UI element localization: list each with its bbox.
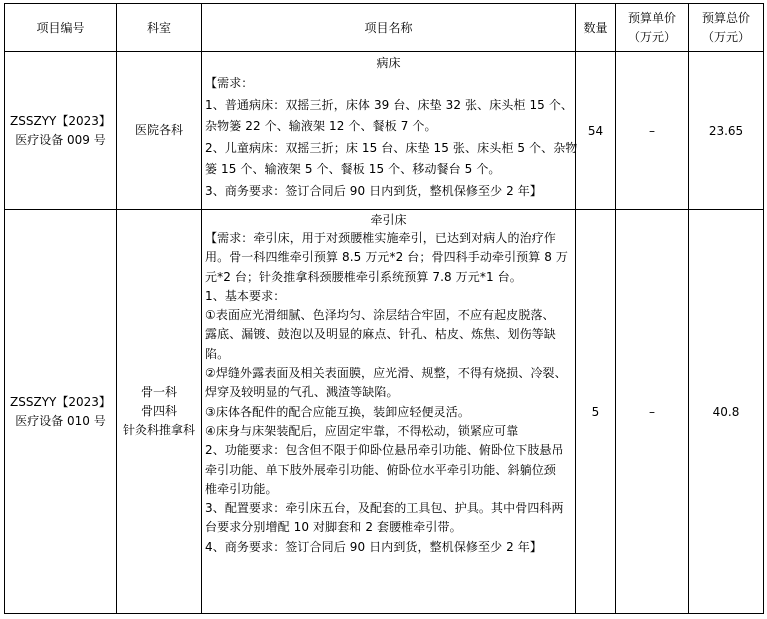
project-description-cell [202,210,576,614]
description-line: 篓 15 个、输液架 5 个、餐板 15 个、移动餐台 5 个。 [205,162,501,176]
dept-cell [117,52,202,210]
dept-line: 医院各科 [134,123,183,137]
description-line: 3、配置要求：牵引床五台，及配套的工具包、护具。其中骨四科两 [205,501,564,516]
description-line: ④床身与床架装配后，应固定牢靠，不得松动，锁紧应可靠 [205,423,519,438]
description-line: 焊穿及较明显的气孔、溅渣等缺陷。 [205,385,399,400]
header-total-price-line2: （万元） [701,29,750,44]
description-line: 2、儿童病床：双摇三折；床 15 台、床垫 15 张、床头柜 5 个、杂物 [205,140,578,155]
header-total-price [689,4,764,52]
description-line: 台要求分别增配 10 对脚套和 2 套腰椎牵引带。 [205,520,462,535]
header-total-price-line1: 预算总价 [701,10,750,25]
description-line: 牵引功能、单下肢外展牵引功能、俯卧位水平牵引功能、斜躺位颈 [205,462,556,477]
header-unit-price-line2: （万元） [627,29,676,44]
project-title: 病床 [376,56,401,70]
project-code-cell [5,210,117,614]
description-line: ①表面应光滑细腻、色泽均匀、涂层结合牢固，不应有起皮脱落、 [205,308,555,323]
description-line: 椎牵引功能。 [205,481,278,496]
project-code-line: ZSSZYY【2023】 [10,394,111,409]
description-line: 杂物篓 22 个、输液架 12 个、餐板 7 个。 [205,119,437,133]
description-line: 陷。 [205,346,230,361]
table-row [5,210,764,614]
description-line: 【需求： [205,76,254,90]
project-code-line: 医疗设备 009 号 [15,132,106,147]
header-row [5,4,764,52]
procurement-table [4,3,764,614]
description-line: ③床体各配件的配合应能互换，装卸应轻便灵活。 [205,404,470,419]
table-row [5,52,764,210]
dept-line: 骨四科 [140,404,177,418]
description-line: 4、商务要求：签订合同后 90 日内到货，整机保修至少 2 年】 [205,539,542,554]
unit-price-cell: – [616,210,689,614]
description-line: 露底、漏镀、鼓泡以及明显的麻点、针孔、枯皮、炼焦、划伤等缺 [205,327,556,342]
project-code-line: ZSSZYY【2023】 [10,113,111,128]
qty-cell: 5 [576,210,616,614]
description-line: 2、功能要求：包含但不限于仰卧位悬吊牵引功能、俯卧位下肢悬吊 [205,443,564,458]
header-unit-price-line1: 预算单价 [627,10,676,25]
description-line: 用。骨一科四维牵引预算 8.5 万元*2 台；骨四科手动牵引预算 8 万 [205,250,569,265]
header-code: 项目编号 [5,4,117,52]
description-line: 3、商务要求：签订合同后 90 日内到货，整机保修至少 2 年】 [205,183,542,198]
header-dept: 科室 [117,4,202,52]
dept-line: 针灸科推拿科 [122,423,195,437]
header-qty: 数量 [576,4,616,52]
header-name: 项目名称 [202,4,576,52]
project-code-cell [5,52,117,210]
description-line: ②焊缝外露表面及相关表面膜，应光滑、规整，不得有烧损、冷裂、 [205,366,567,381]
header-unit-price [616,4,689,52]
description-line: 1、普通病床：双摇三折，床体 39 台、床垫 32 张、床头柜 15 个、 [205,97,574,112]
description-line: 1、基本要求： [205,288,286,303]
total-price-cell: 23.65 [689,52,764,210]
qty-cell: 54 [576,52,616,210]
unit-price-cell: – [616,52,689,210]
dept-cell [117,210,202,614]
total-price-cell: 40.8 [689,210,764,614]
dept-line: 骨一科 [140,385,177,399]
description-line: 元*2 台；针灸推拿科颈腰椎牵引系统预算 7.8 万元*1 台。 [205,269,522,284]
description-line: 【需求：牵引床，用于对颈腰椎实施牵引，已达到对病人的治疗作 [205,231,556,245]
project-title: 牵引床 [370,213,407,227]
project-code-line: 医疗设备 010 号 [15,413,106,428]
project-description-cell [202,52,576,210]
